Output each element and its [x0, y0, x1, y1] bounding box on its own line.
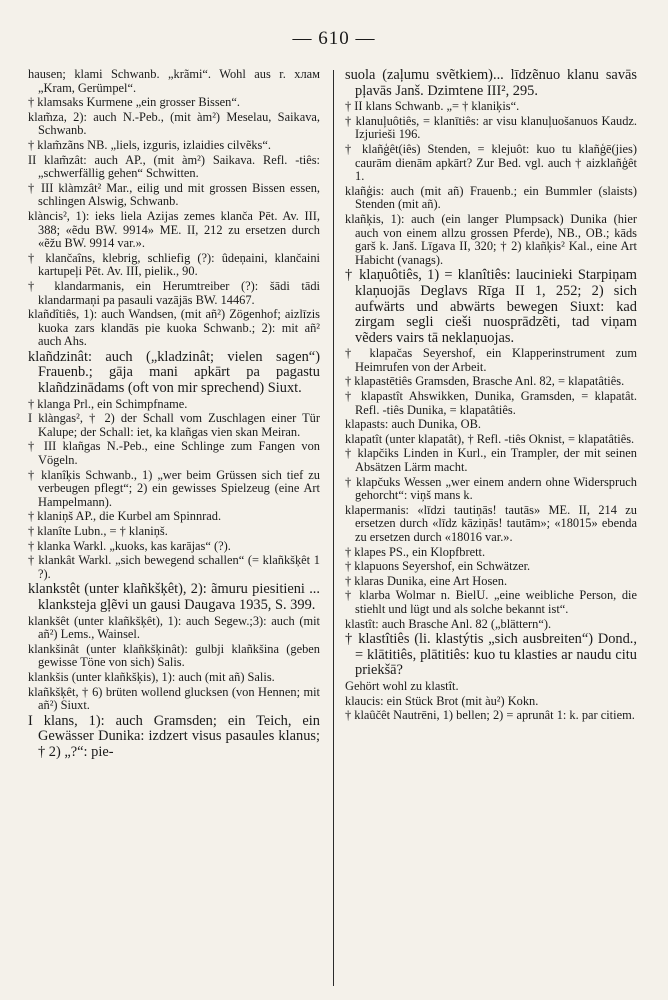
- dictionary-entry: klankstêt (unter klañkšķêt), 2): ãmuru piesitieni ... klanksteja gļẽvi un gausi Daugava 1935, S. 399.: [28, 581, 320, 613]
- dictionary-entry: klañkšķêt, † 6) brüten wollend glucksen (von Hennen; mit añ²) Siuxt.: [28, 684, 320, 713]
- dictionary-entry: † klapastît Ahswikken, Dunika, Gramsden, = klapatât. Refl. -tiês Dunika, = klapatâtiês.: [345, 389, 637, 417]
- dictionary-entry: † klankât Warkl. „sich bewegend schallen“ (= klañkšķêt 1 ?).: [28, 553, 320, 581]
- dictionary-entry: † klanîte Lubn., = † klaniņš.: [28, 524, 168, 538]
- dictionary-entry: † III klàmzât² Mar., eilig und mit grossen Bissen essen, schlingen Alswig, Schwanb.: [28, 180, 320, 209]
- dictionary-entry: † klañģêt(iês) Stenden, = klejuôt: kuo tu klañģē(jies) caurām dienām apkārt? Zur Bed. vgl. auch † aizklañģêt 1.: [345, 141, 637, 184]
- dictionary-entry: † klaras Dunika, eine Art Hosen.: [345, 573, 508, 588]
- dictionary-entry: † klam̃zãns NB. „liels, izguris, izlaidies cilvẽks“.: [28, 137, 271, 152]
- dictionary-entry: klañdzinât: auch („kladzinât; vielen sagen“) Frauenb.; gāja mani apkārt pa pagastu klañdzinādams (oft von mir sprechend) Siuxt.: [28, 348, 320, 397]
- column-divider: [333, 70, 334, 986]
- dictionary-entry: † klanka Warkl. „kuoks, kas karājas“ (?).: [28, 538, 231, 553]
- dictionary-entry: klapermanis: «līdzi tautiņās! tautās» ME. II, 214 zu ersetzen durch «līdz kāziņās! tautām»; «18015» ebenda zu ersetzen durch «18016 var.».: [345, 502, 637, 544]
- dictionary-entry: † klapastētiês Gramsden, Brasche Anl. 82, = klapatâtiês.: [345, 374, 625, 389]
- dictionary-entry: † klapčuks Wessen „wer einem andern ohne Widerspruch gehorcht“: viņš mans k.: [345, 474, 637, 503]
- dictionary-entry: Gehört wohl zu klastît.: [345, 678, 459, 693]
- dictionary-entry: † klančaîns, klebrig, schliefig (?): ûdeņaini, klančaini kartupeļi Pēt. Av. III, pielik., 90.: [28, 250, 320, 279]
- dictionary-entry: I klans, 1): auch Gramsden; ein Teich, ein Gewässer Dunika: izdzert visus pasaules klanus; † 2) „?“: pie-: [28, 712, 320, 760]
- dictionary-entry: klapatît (unter klapatât), † Refl. -tiês Oknist, = klapatâtiês.: [345, 431, 635, 446]
- dictionary-entry: † III klañgas N.-Peb., eine Schlinge zum Fangen von Vögeln.: [28, 439, 320, 468]
- dictionary-entry: † klapačas Seyershof, ein Klapperinstrument zum Heimrufen von der Arbeit.: [345, 346, 637, 374]
- dictionary-entry: † klamsaks Kurmene „ein grosser Bissen“.: [28, 95, 240, 110]
- dictionary-entry: klàncis², 1): ieks liela Azijas zemes klanča Pēt. Av. III, 388; «ẽdu BW. 9914» ME. II, 212 zu ersetzen durch «ẽžu BW. 9914 var.».: [28, 208, 320, 251]
- dictionary-entry: † klaniņš AP., die Kurbel am Spinnrad.: [28, 509, 222, 524]
- dictionary-entry: † klaûčêt Nautrēni, 1) bellen; 2) = aprunât 1: k. par citiem.: [345, 708, 635, 723]
- dictionary-entry: † klapčiks Linden in Kurl., ein Trampler, der mit seinen Absätzen Lärm macht.: [345, 446, 637, 475]
- dictionary-entry: † klanîķis Schwanb., 1) „wer beim Grüssen sich tief zu verbeugen pflegt“; 2) ein gewisses Spielzeug (eine Art Hampelmann).: [28, 467, 320, 509]
- dictionary-entry: hausen; klami Schwanb. „krãmi“. Wohl aus r. хлам „Kram, Gerümpel“.: [28, 67, 320, 95]
- dictionary-entry: II klam̃zât: auch AP., (mit àm²) Saikava. Refl. -tiês: „schwerfällig gehen“ Schwitten.: [28, 152, 320, 181]
- dictionary-entry: † klanga Prl., ein Schimpfname.: [28, 396, 188, 411]
- dictionary-entry: klañdîtiês, 1): auch Wandsen, (mit añ²) Zögenhof; aizlīzis kuoka zars klandās pie kuoka Schwanb.; 2): mit añ² auch Ahs.: [28, 307, 320, 349]
- dictionary-entry: klañģis: auch (mit añ) Frauenb.; ein Bummler (slaists) Stenden (mit añ).: [345, 183, 637, 212]
- dictionary-entry: klankšis (unter klañkšķis), 1): auch (mit añ) Salis.: [28, 669, 275, 684]
- dictionary-entry: † klapuons Seyershof, ein Schwätzer.: [345, 559, 531, 574]
- dictionary-entry: † klanuļuôtiês, = klanītiês: ar visu klanuļuošanuos Kaudz. Izjurieši 196.: [345, 113, 637, 142]
- page-number: — 610 —: [292, 28, 376, 49]
- dictionary-entry: klañķis, 1): auch (ein langer Plumpsack) Dunika (hier auch von einem allzu grossen Pferde), NB., OB.; kāds garš k. Janš. Līgava II, 320; † 2) klañķis² Kal., eine Art Habicht (vanags).: [345, 211, 637, 267]
- dictionary-entry: † klaņuôtiês, 1) = klanîtiês: laucinieki Starpiņam klaņuojās Deglavs Rīga II 1, 252; 2) sich aufwärts und abwärts bewegen Siuxt: kad zirgam segli cieši nuosprādzẽti, tad viņam vẽders vairs tā neklaņuojas.: [345, 267, 637, 346]
- right-column: [345, 68, 637, 724]
- dictionary-entry: † klapes PS., ein Klopfbrett.: [345, 544, 486, 559]
- dictionary-entry: suola (zaļumu svẽtkiem)... līdzẽnuo klanu savās pļavās Janš. Dzimtene III², 295.: [345, 67, 637, 99]
- dictionary-entry: klapasts: auch Dunika, OB.: [345, 417, 481, 432]
- dictionary-entry: † klandarmanis, ein Herumtreiber (?): šādi tādi klandarmaņi pa pasauli vazājās BW. 14467.: [28, 278, 320, 307]
- dictionary-entry: klaucis: ein Stück Brot (mit àu²) Kokn.: [345, 693, 539, 708]
- dictionary-entry: klankšêt (unter klañkšķêt), 1): auch Segew.;3): auch (mit añ²) Lems., Wainsel.: [28, 613, 320, 642]
- dictionary-entry: † klarba Wolmar n. BielU. „eine weibliche Person, die stiehlt und lügt und als solche bekannt ist“.: [345, 588, 637, 616]
- dictionary-entry: klastît: auch Brasche Anl. 82 („blättern“).: [345, 616, 552, 631]
- dictionary-entry: I klàngas², † 2) der Schall vom Zuschlagen einer Tür Kalupe; der Schall: iet, ka klañgas vien skan Meiran.: [28, 411, 320, 439]
- dictionary-entry: † II klans Schwanb. „= † klaniķis“.: [345, 99, 520, 114]
- dictionary-entry: klankšinât (unter klañkšķinât): gulbji klañkšina (geben gewisse Töne von sich) Salis.: [28, 641, 320, 670]
- left-column: [28, 68, 320, 762]
- dictionary-entry: klam̃za, 2): auch N.-Peb., (mit àm²) Meselau, Saikava, Schwanb.: [28, 109, 320, 138]
- dictionary-entry: † klastîtiês (li. klastýtis „sich ausbreiten“) Dond., = klātitiês, plātitiês: kuo tu klasties ar naudu citu priekšā?: [345, 631, 637, 679]
